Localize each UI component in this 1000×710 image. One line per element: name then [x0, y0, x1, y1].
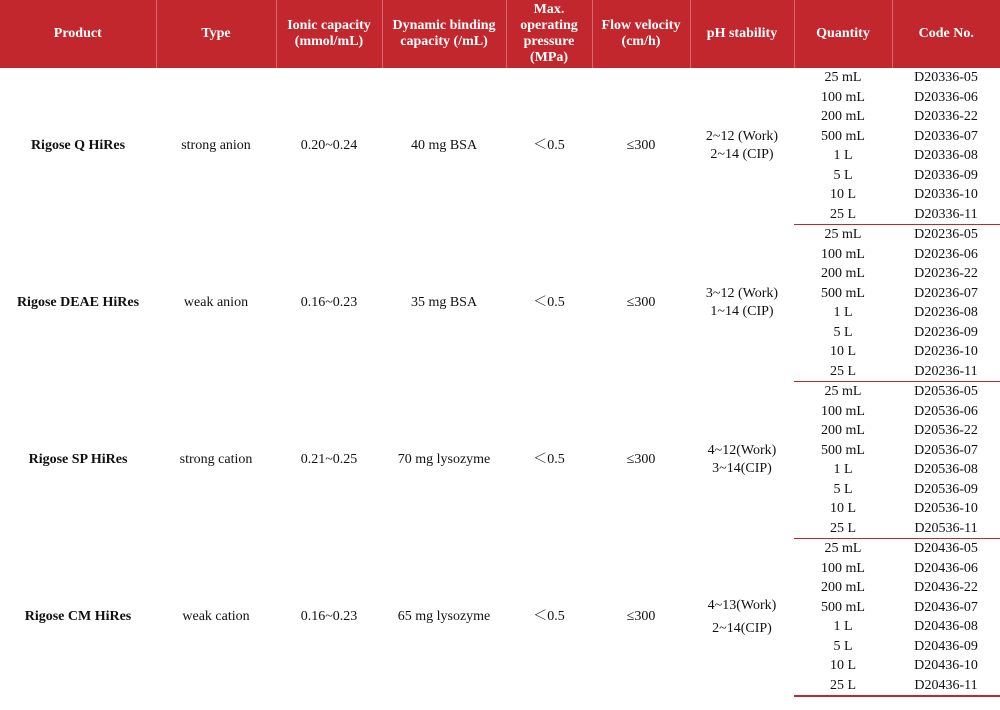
header-flow-velocity: Flow velocity (cm/h) — [592, 0, 690, 68]
max-pressure: ＜0.5 — [533, 452, 565, 467]
dynamic-binding-capacity: 70 mg lysozyme — [397, 452, 491, 467]
header-max-pressure: Max. operating pressure (MPa) — [506, 0, 592, 68]
quantity-cell: 25 mL — [824, 541, 862, 556]
code-no-cell: D20436-06 — [914, 560, 978, 576]
code-no-cell: D20536-09 — [914, 481, 978, 497]
code-no-cell: D20436-22 — [914, 580, 978, 595]
quantity-cell: 25 mL — [824, 384, 862, 399]
code-no-cell: D20536-08 — [914, 462, 978, 477]
table-header — [0, 0, 1000, 68]
quantity-cell: 5 L — [833, 167, 853, 183]
product-name: Rigose CM HiRes — [24, 609, 132, 625]
quantity-cell: 25 L — [794, 205, 892, 225]
code-no-cell: D20536-07 — [914, 442, 978, 458]
table-row — [0, 382, 1000, 402]
ph-stability — [690, 68, 794, 225]
code-no-cell: D20236-08 — [914, 305, 978, 320]
quantity-cell: 10 L — [829, 187, 857, 202]
product-type: weak cation — [182, 609, 250, 625]
quantity-cell: 10 L — [829, 501, 857, 516]
quantity-cell: 5 L — [833, 324, 853, 340]
code-no-cell: D20336-07 — [914, 128, 978, 144]
table-body — [0, 68, 1000, 696]
code-no-cell: D20236-11 — [892, 362, 1000, 382]
quantity-cell: 5 L — [833, 481, 853, 497]
header-quantity: Quantity — [794, 0, 892, 68]
quantity-cell: 500 mL — [821, 128, 865, 144]
dynamic-binding-capacity: 35 mg BSA — [410, 295, 478, 310]
quantity-cell: 10 L — [829, 658, 857, 673]
ph-work: 3~12 (Work) — [705, 286, 779, 301]
quantity-cell: 100 mL — [821, 246, 865, 262]
product-type: strong anion — [181, 138, 251, 154]
code-no-cell: D20236-10 — [914, 344, 978, 359]
ph-work: 2~12 (Work) — [705, 129, 779, 145]
code-no-cell: D20236-07 — [914, 285, 978, 301]
dynamic-binding-capacity: 65 mg lysozyme — [397, 609, 491, 625]
product-type: weak anion — [183, 295, 249, 310]
quantity-cell: 200 mL — [821, 109, 865, 124]
code-no-cell: D20336-05 — [914, 70, 978, 85]
ph-work: 4~13(Work) — [707, 597, 777, 613]
header-ph-stability: pH stability — [690, 0, 794, 68]
header-dynamic-binding: Dynamic binding capacity (/mL) — [382, 0, 506, 68]
code-no-cell: D20336-09 — [914, 167, 978, 183]
quantity-cell: 500 mL — [821, 599, 865, 615]
quantity-cell: 200 mL — [821, 423, 865, 438]
header-type: Type — [156, 0, 276, 68]
ph-work: 4~12(Work) — [707, 443, 777, 458]
code-no-cell: D20536-22 — [914, 423, 978, 438]
quantity-cell: 100 mL — [821, 89, 865, 105]
quantity-cell: 100 mL — [821, 403, 865, 419]
ph-stability — [690, 225, 794, 382]
quantity-cell: 25 L — [794, 362, 892, 382]
table-row — [0, 68, 1000, 88]
quantity-cell: 1 L — [833, 619, 853, 634]
max-pressure: ＜0.5 — [533, 295, 565, 310]
quantity-cell: 500 mL — [821, 285, 865, 301]
code-no-cell: D20236-09 — [914, 324, 978, 340]
flow-velocity: ≤300 — [626, 609, 656, 625]
code-no-cell: D20436-10 — [914, 658, 978, 673]
dynamic-binding-capacity: 40 mg BSA — [410, 138, 478, 154]
code-no-cell: D20436-08 — [914, 619, 978, 634]
code-no-cell: D20336-22 — [914, 109, 978, 124]
table-row — [0, 539, 1000, 559]
code-no-cell: D20436-11 — [892, 676, 1000, 697]
code-no-cell: D20436-05 — [914, 541, 978, 556]
quantity-cell: 25 mL — [824, 227, 862, 242]
quantity-cell: 25 L — [794, 519, 892, 539]
code-no-cell: D20436-07 — [914, 599, 978, 615]
code-no-cell: D20336-08 — [914, 148, 978, 163]
header-product: Product — [0, 0, 156, 68]
product-name: Rigose SP HiRes — [28, 452, 128, 467]
code-no-cell: D20536-11 — [892, 519, 1000, 539]
ionic-capacity: 0.21~0.25 — [300, 452, 358, 467]
quantity-cell: 200 mL — [821, 266, 865, 281]
quantity-cell: 25 L — [794, 676, 892, 697]
ph-cip: 2~14(CIP) — [712, 620, 772, 636]
flow-velocity: ≤300 — [626, 295, 656, 310]
code-no-cell: D20236-05 — [914, 227, 978, 242]
quantity-cell: 100 mL — [821, 560, 865, 576]
product-type: strong cation — [179, 452, 253, 467]
quantity-cell: 1 L — [833, 305, 853, 320]
ph-stability — [690, 382, 794, 539]
max-pressure: ＜0.5 — [533, 609, 565, 625]
code-no-cell: D20236-22 — [914, 266, 978, 281]
product-name: Rigose DEAE HiRes — [16, 295, 140, 310]
quantity-cell: 5 L — [833, 638, 853, 654]
code-no-cell: D20536-05 — [914, 384, 978, 399]
code-no-cell: D20236-06 — [914, 246, 978, 262]
ionic-capacity: 0.20~0.24 — [300, 138, 358, 154]
ph-cip: 1~14 (CIP) — [710, 304, 774, 319]
ionic-capacity: 0.16~0.23 — [300, 609, 358, 625]
code-no-cell: D20436-09 — [914, 638, 978, 654]
code-no-cell: D20536-10 — [914, 501, 978, 516]
quantity-cell: 1 L — [833, 148, 853, 163]
quantity-cell: 500 mL — [821, 442, 865, 458]
product-name: Rigose Q HiRes — [30, 138, 126, 154]
ph-cip: 2~14 (CIP) — [710, 147, 774, 163]
flow-velocity: ≤300 — [626, 452, 656, 467]
max-pressure: ＜0.5 — [533, 138, 565, 154]
header-ionic-capacity: Ionic capacity (mmol/mL) — [276, 0, 382, 68]
quantity-cell: 1 L — [833, 462, 853, 477]
quantity-cell: 10 L — [829, 344, 857, 359]
ph-stability — [690, 539, 794, 697]
flow-velocity: ≤300 — [626, 138, 656, 154]
code-no-cell: D20336-10 — [914, 187, 978, 202]
header-code-no: Code No. — [892, 0, 1000, 68]
ph-cip: 3~14(CIP) — [712, 461, 772, 476]
code-no-cell: D20336-06 — [914, 89, 978, 105]
ionic-capacity: 0.16~0.23 — [300, 295, 358, 310]
table-row — [0, 225, 1000, 245]
quantity-cell: 200 mL — [821, 580, 865, 595]
quantity-cell: 25 mL — [824, 70, 862, 85]
code-no-cell: D20536-06 — [914, 403, 978, 419]
code-no-cell: D20336-11 — [892, 205, 1000, 225]
